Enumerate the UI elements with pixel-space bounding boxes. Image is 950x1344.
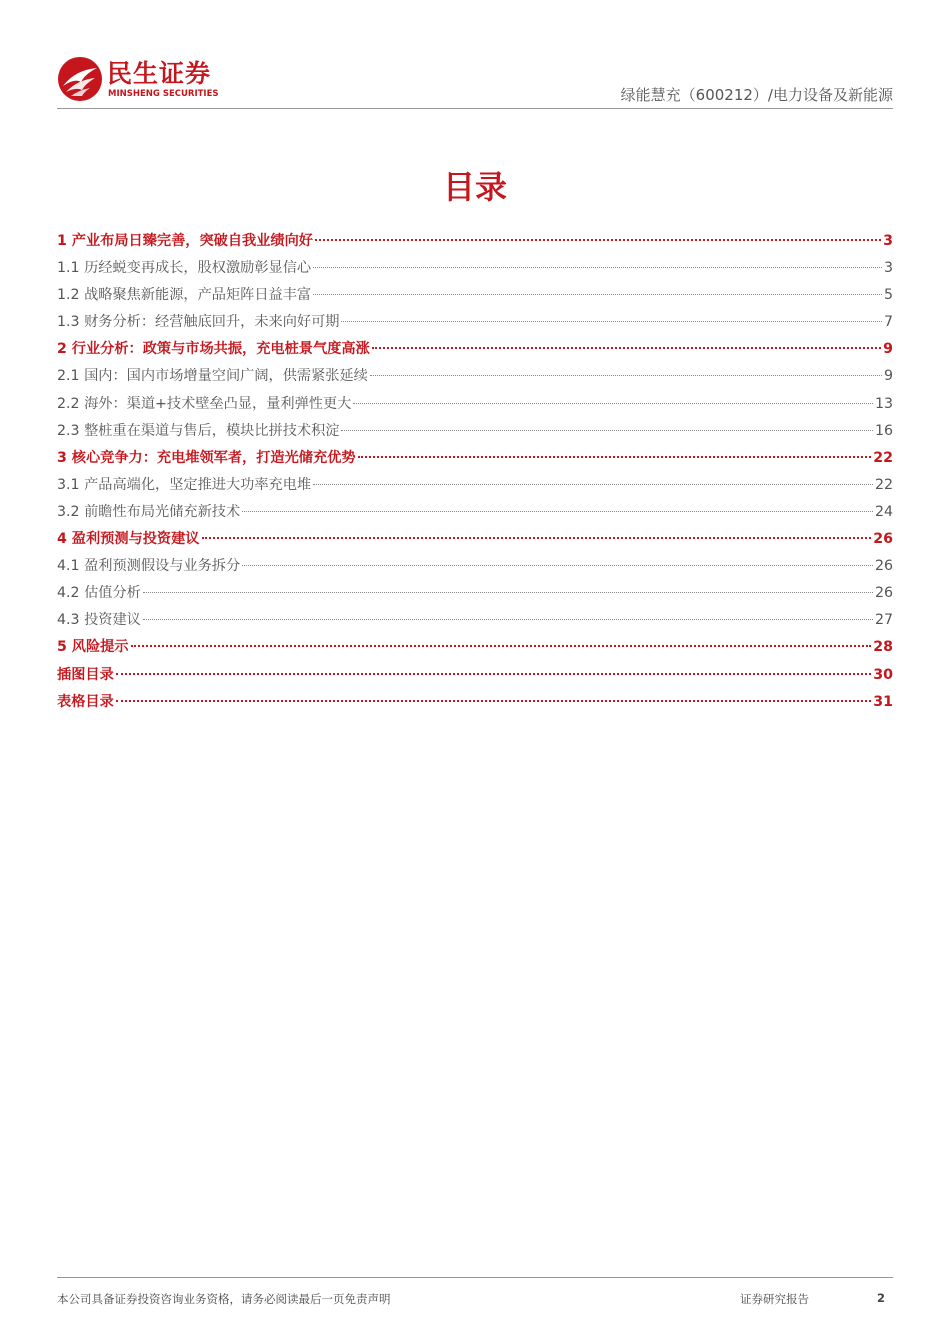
- toc-subsection-entry[interactable]: [57, 418, 893, 445]
- toc-entry-title: 表格目录: [57, 693, 114, 710]
- toc-subsection-entry[interactable]: [57, 391, 893, 418]
- company-logo: [57, 56, 232, 104]
- toc-entry-title: 插图目录: [57, 666, 114, 683]
- toc-subsection-entry[interactable]: [57, 363, 893, 390]
- toc-dot-leader: [131, 645, 872, 647]
- toc-subsection-entry[interactable]: [57, 282, 893, 309]
- toc-subsection-entry[interactable]: [57, 472, 893, 499]
- toc-dot-leader: [341, 430, 872, 431]
- footer-disclaimer: 本公司具备证券投资咨询业务资格，请务必阅读最后一页免责声明: [57, 1292, 391, 1306]
- toc-section-entry[interactable]: [57, 228, 893, 255]
- toc-entry-title: 2.2 海外：渠道+技术壁垒凸显，量利弹性更大: [57, 395, 352, 412]
- header-divider: [57, 108, 893, 109]
- toc-entry-page: 5: [883, 287, 893, 304]
- toc-section-entry[interactable]: [57, 662, 893, 689]
- toc-entry-page: 3: [883, 233, 893, 249]
- toc-entry-page: 13: [874, 395, 893, 412]
- page-number: 2: [877, 1291, 886, 1305]
- toc-entry-title: 3.2 前瞻性布局光储充新技术: [57, 503, 241, 520]
- toc-entry-page: 26: [874, 558, 893, 575]
- toc-dot-leader: [313, 294, 882, 295]
- toc-subsection-entry[interactable]: [57, 607, 893, 634]
- toc-dot-leader: [358, 456, 872, 458]
- logo-emblem-icon: [57, 56, 103, 102]
- toc-entry-title: 4.2 估值分析: [57, 585, 141, 602]
- toc-entry-title: 1.1 历经蜕变再成长，股权激励彰显信心: [57, 260, 312, 277]
- toc-dot-leader: [313, 484, 873, 485]
- toc-entry-page: 26: [874, 585, 893, 602]
- toc-dot-leader: [242, 511, 873, 512]
- toc-dot-leader: [116, 700, 871, 702]
- toc-dot-leader: [143, 592, 873, 593]
- toc-dot-leader: [372, 347, 881, 349]
- toc-dot-leader: [116, 673, 871, 675]
- toc-entry-page: 16: [874, 422, 893, 439]
- toc-entry-title: 2.1 国内：国内市场增量空间广阔，供需紧张延续: [57, 368, 368, 385]
- toc-entry-page: 3: [883, 260, 893, 277]
- toc-entry-page: 27: [874, 612, 893, 629]
- toc-title: 目录: [442, 168, 507, 206]
- report-subject: 绿能慧充（600212）/电力设备及新能源: [620, 86, 893, 104]
- toc-dot-leader: [315, 239, 881, 241]
- toc-entry-page: 9: [883, 341, 893, 358]
- toc-section-entry[interactable]: [57, 634, 893, 661]
- toc-entry-title: 4 盈利预测与投资建议: [57, 531, 200, 548]
- toc-entry-title: 1.3 财务分析：经营触底回升，未来向好可期: [57, 314, 340, 331]
- toc-entry-page: 22: [873, 449, 893, 466]
- toc-entry-page: 7: [883, 314, 893, 331]
- page-header: [57, 50, 893, 110]
- toc-subsection-entry[interactable]: [57, 255, 893, 282]
- toc-entry-title: 3 核心竞争力：充电堆领军者，打造光储充优势: [57, 449, 356, 466]
- table-of-contents: [57, 228, 893, 716]
- toc-entry-title: 2 行业分析：政策与市场共振，充电桩景气度高涨: [57, 341, 370, 358]
- footer-divider: [57, 1277, 893, 1278]
- toc-subsection-entry[interactable]: [57, 309, 893, 336]
- toc-entry-page: 31: [873, 693, 893, 710]
- toc-section-entry[interactable]: [57, 445, 893, 472]
- toc-entry-page: 24: [874, 503, 893, 520]
- toc-section-entry[interactable]: [57, 526, 893, 553]
- toc-dot-leader: [143, 619, 873, 620]
- toc-entry-page: 28: [873, 639, 893, 656]
- logo-english-name: MINSHENG SECURITIES: [108, 89, 219, 99]
- toc-entry-title: 1.2 战略聚焦新能源，产品矩阵日益丰富: [57, 287, 312, 304]
- footer-report-type: 证券研究报告: [740, 1292, 809, 1306]
- toc-entry-title: 1 产业布局日臻完善，突破自我业绩向好: [57, 233, 313, 249]
- toc-dot-leader: [202, 537, 872, 539]
- toc-entry-title: 2.3 整桩重在渠道与售后，模块比拼技术积淀: [57, 422, 340, 439]
- logo-chinese-name: 民生证券: [107, 59, 212, 88]
- toc-entry-title: 5 风险提示: [57, 639, 129, 656]
- toc-dot-leader: [353, 403, 873, 404]
- toc-subsection-entry[interactable]: [57, 553, 893, 580]
- toc-dot-leader: [313, 267, 882, 268]
- toc-dot-leader: [370, 375, 882, 376]
- toc-entry-page: 22: [874, 476, 893, 493]
- toc-entry-page: 30: [873, 666, 893, 683]
- toc-entry-page: 9: [883, 368, 893, 385]
- toc-subsection-entry[interactable]: [57, 499, 893, 526]
- toc-entry-title: 4.1 盈利预测假设与业务拆分: [57, 558, 241, 575]
- toc-dot-leader: [341, 321, 882, 322]
- toc-dot-leader: [242, 565, 873, 566]
- toc-entry-title: 4.3 投资建议: [57, 612, 141, 629]
- toc-entry-title: 3.1 产品高端化，坚定推进大功率充电堆: [57, 476, 312, 493]
- toc-section-entry[interactable]: [57, 336, 893, 363]
- toc-entry-page: 26: [873, 531, 893, 548]
- toc-subsection-entry[interactable]: [57, 580, 893, 607]
- toc-section-entry[interactable]: [57, 689, 893, 716]
